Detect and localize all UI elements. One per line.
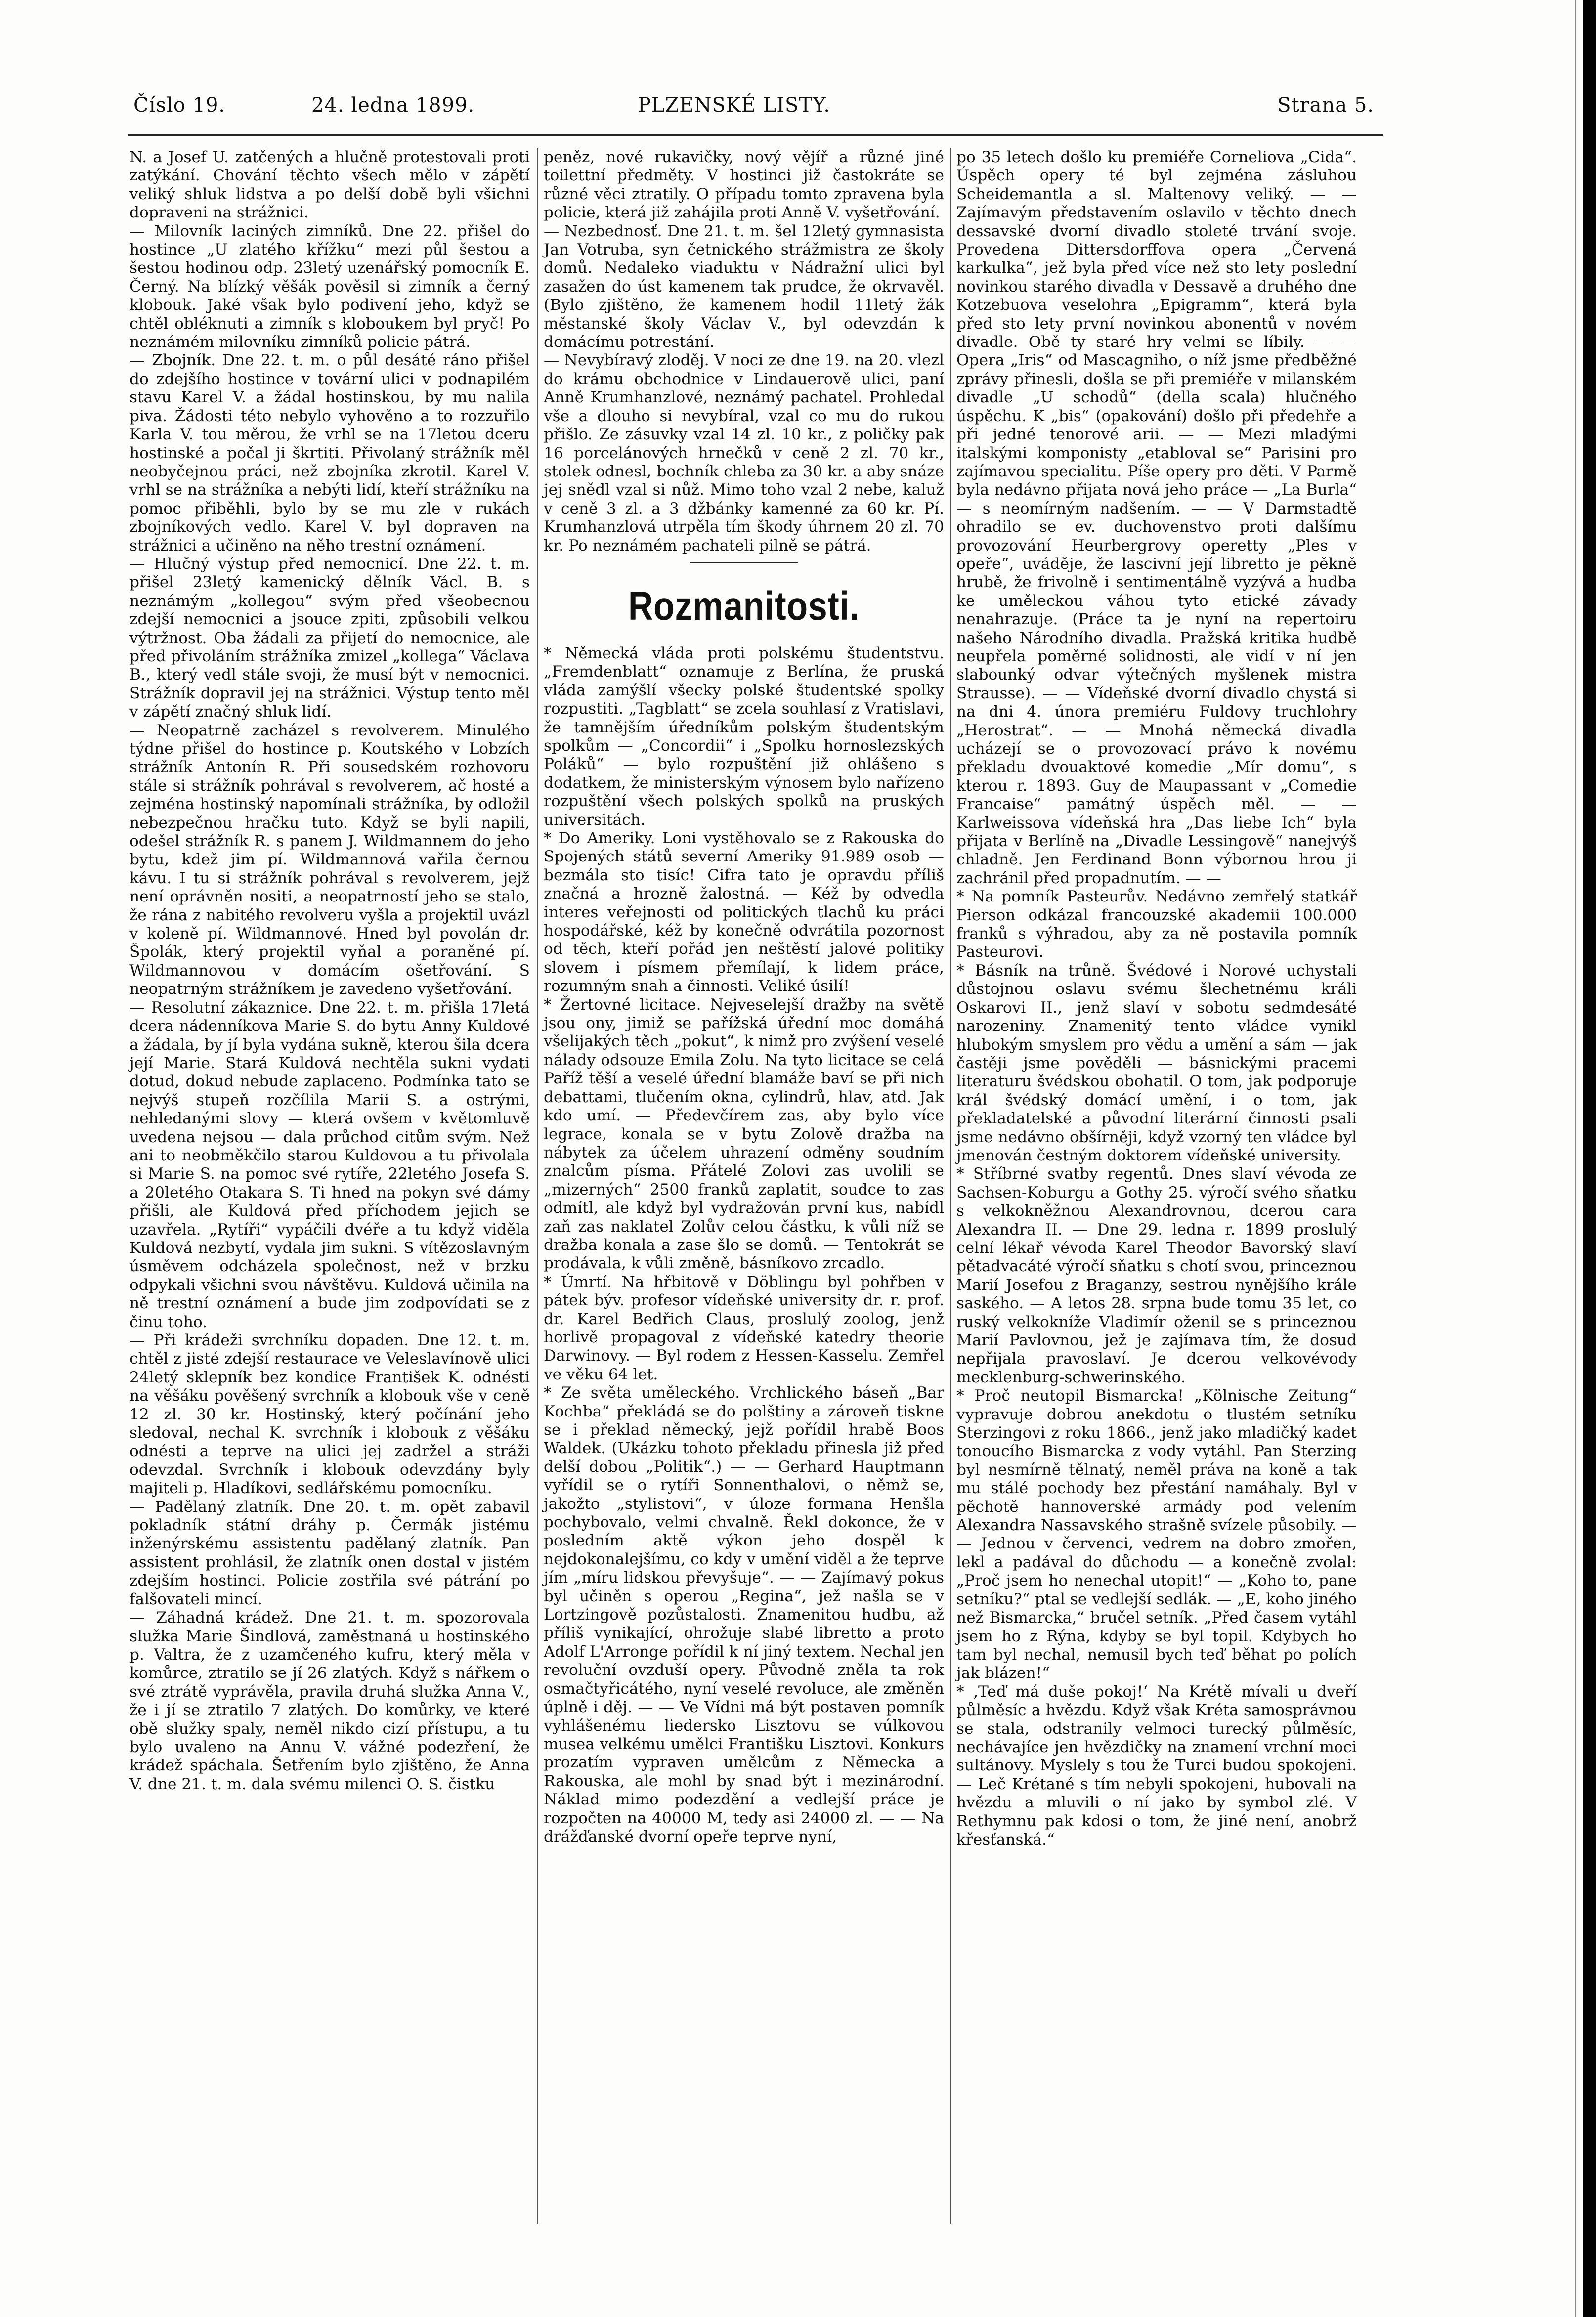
article: — Nezbednosť. Dne 21. t. m. šel 12letý gymnasista Jan Votruba, syn četnického strážmistra ze školy domů. Nedaleko viaduktu v Nádražní ulici byl zasažen do úst kamenem tak prudce, že okrvavěl. (Bylo zjištěno, že kamenem hodil 11letý žák městanské školy Václav V., byl odevzdán k domácímu potrestání.: [544, 222, 944, 351]
article: * Německá vláda proti polskému študentstvu. „Fremdenblatt“ oznamuje z Berlína, že pruská vláda zamýšlí všecky polské študentské spolky rozpustiti. „Tagblatt“ se zcela souhlasí z Vratislavi, že tamnějším úředníkům polským študentským spolkům — „Concordii“ i „Spolku hornoslezských Poláků“ — bylo rozpuštění již ohlášeno s dodatkem, že ministerským výnosem bylo nařízeno rozpuštění všech polských spolků na pruských universitách.: [544, 644, 944, 829]
article: * Proč neutopil Bismarcka! „Kölnische Zeitung“ vypravuje dobrou anekdotu o tlustém setníku Sterzingovi z roku 1866., jenž jako mladičký kadet tonoucího Bismarcka z vody vytáhl. Pan Sterzing byl nesmírně tělnatý, neměl práva na koně a tak mu stálé pochody bez přestání namáhaly. Byl v pěchotě hannoverské armády pod velením Alexandra Nassavského strašně svízele působily. — — Jednou v červenci, vedrem na dobro zmořen, lekl a padával do důchodu — a konečně zvolal: „Proč jsem ho nenechal utopit!“ — „Koho to, pane setníku?“ ptal se vedlejší sedlák. — „E, koho jiného než Bismarcka,“ bručel setník. „Před časem vytáhl jsem ho z Rýna, kdyby se byl topil. Kdybych ho tam byl nechal, nemusil bych teď běhat po polích jak blázen!“: [956, 1387, 1357, 1682]
article: — Resolutní zákaznice. Dne 22. t. m. přišla 17letá dcera nádenníkova Marie S. do bytu Anny Kuldové a žádala, by jí byla vydána sukně, kterou šila dcera její Marie. Stará Kuldová nechtěla sukni vydati dotud, dokud nebude zaplaceno. Podmínka tato se nejvýš stupeň rozčílila Marii S. a ostrými, nehledanými slovy — která ovšem v květomluvě uvedena nejsou — dala průchod citům svým. Než ani to neobměkčilo starou Kuldovou a tu přivolala si Marie S. na pomoc své rytíře, 22letého Josefa S. a 20letého Otakara S. Ti hned na pokyn své dámy přišli, ale Kuldová před příchodem jejich se uzavřela. „Rytíři“ vypáčili dvéře a tu když viděla Kuldová nezbytí, vydala jim sukni. S vítězoslavným úsměvem odcházela společnost, než v brzku odpykali všichni svou návštěvu. Kuldová učinila na ně trestní oznámení a bude jim zodpovídati se z činu toho.: [129, 998, 530, 1331]
article: * Na pomník Pasteurův. Nedávno zemřelý statkář Pierson odkázal francouzské akademii 100.000 franků s výhradou, aby za ně postavila pomník Pasteurovi.: [956, 888, 1357, 961]
article: — Milovník laciných zimníků. Dne 22. přišel do hostince „U zlatého křížku“ mezi půl šestou a šestou hodinou odp. 23letý uzenářský pomocník E. Černý. Na blízký věšák pověsil si zimník a černý klobouk. Jaké však bylo podivení jeho, když se chtěl obléknuti a zimník s kloboukem byl pryč! Po neznámém milovníku zimníků policie pátrá.: [129, 222, 530, 351]
article: — Nevybíravý zloděj. V noci ze dne 19. na 20. vlezl do krámu obchodnice v Lindauerově ulici, paní Anně Krumhanzlové, neznámý pachatel. Prohledal vše a dlouho si nevybíral, vzal co mu do rukou přišlo. Ze zásuvky vzal 14 zl. 10 kr., z poličky pak 16 porcelánových hrnečků v ceně 2 zl. 70 kr., stolek odnesl, bochník chleba za 30 kr. a aby snáze jej snědl vzal si nůž. Mimo toho vzal 2 nebe, kaluž v ceně 3 zl. a 3 džbánky kamenné za 60 kr. Pí. Krumhanzlová utrpěla tím škody úhrnem 20 zl. 70 kr. Po neznámém pachateli pilně se pátrá.: [544, 351, 944, 555]
section-rule: [690, 562, 798, 563]
issue-date: 24. ledna 1899.: [311, 94, 475, 117]
article: * Do Ameriky. Loni vystěhovalo se z Rakouska do Spojených států severní Ameriky 91.989 osob — bezmála sto tisíc! Cifra tato je opravdu příliš značná a hrozně žalostná. — Kéž by odvedla interes veřejnosti od politických tlachů ku práci hospodářské, kéž by konečně odvrátila pozornost od těch, kteří pořád jen neštěstí jalové politiky slovem i písmem přemílají, k lidem práce, rozumným snah a činnosti. Veliké úsilí!: [544, 829, 944, 995]
section-heading: Rozmanitosti.: [628, 583, 860, 629]
newspaper-title: PLZENSKÉ LISTY.: [638, 94, 831, 117]
article: — Záhadná krádež. Dne 21. t. m. spozorovala služka Marie Šindlová, zaměstnaná u hostinského p. Valtra, že z uzamčeného kufru, který měla v komůrce, ztratilo se jí 26 zlatých. Když s nářkem o své ztrátě vyprávěla, pravila druhá služka Anna V., že i jí se ztratilo 7 zlatých. Do komůrky, ve které obě služky spaly, neměl nikdo cizí přístupu, a tu bylo uvaleno na Annu V. vážné podezření, že krádež spáchala. Šetřením bylo zjištěno, že Anna V. dne 21. t. m. dala svému milenci O. S. čistku: [129, 1609, 530, 1793]
article: * Básník na trůně. Švédové i Norové uchystali důstojnou oslavu svému šlechetnému králi Oskarovi II., jenž slaví v sobotu sedmdesáté narozeniny. Znamenitý tento vládce vynikl hlubokým smyslem pro vědu a umění a sám — jak častěji jsme pověděli — básnickými pracemi literaturu švédskou obohatil. O tom, jak podporuje král švédský domácí umění, i o tom, jak překladatelské a původní literární činnosti psali jsme nedávno obšírněji, když vzorný ten vládce byl jmenován čestným doktorem vídeňské university.: [956, 961, 1357, 1164]
page-header: [133, 94, 1374, 129]
column-divider: [537, 148, 538, 2224]
article: — Při krádeži svrchníku dopaden. Dne 12. t. m. chtěl z jisté zdejší restaurace ve Veleslavínově ulici 24letý sklepník bez kondice František K. odnésti na věšáku pověšený svrchník a klobouk vše v ceně 12 zl. 30 kr. Hostinský, který počínání jeho sledoval, nechal K. svrchník i klobouk z věšáku odnésti a teprve na ulici jej zadržel a stráži odevzdal. Svrchník i klobouk odevzdány byly majiteli p. Hladíkovi, sedlářskému pomocníku.: [129, 1331, 530, 1498]
page-number: Strana 5.: [1277, 94, 1374, 117]
issue-number: Číslo 19.: [133, 94, 226, 117]
article: — Neopatrně zacházel s revolverem. Minulého týdne přišel do hostince p. Koutského v Lobzích strážník Antonín R. Při sousedském rozhovoru stále si strážník pohrával s revolverem, ač hosté a zejména hostinský napomínali strážníka, by odložil nebezpečnou hračku tuto. Když se byli napili, odešel strážník R. s panem J. Wildmannem do jeho bytu, kdež jim pí. Wildmannová vařila černou kávu. I tu si strážník pohrával s revolverem, jejž není oprávněn nositi, a neopatrností jeho se stalo, že rána z nabitého revolveru vyšla a projektil uvázl v koleně pí. Wildmannové. Hned byl povolán dr. Špolák, který projektil vyňal a poraněné pí. Wildmannovou v domácím ošetřování. S neopatrným strážníkem je zavedeno vyšetřování.: [129, 721, 530, 998]
column-1: [129, 148, 530, 1794]
article: — Hlučný výstup před nemocnicí. Dne 22. t. m. přišel 23letý kamenický dělník Václ. B. s neznámým „kollegou“ svým před všeobecnou zdejší nemocnici a jsouce zpiti, způsobili velkou výtržnost. Oba žádali za přijetí do nemocnice, ale před přivoláním strážníka zmizel „kollega“ Václava B., který vedl stále svoji, že musí být v nemocnici. Strážník dopravil jej na strážnici. Výstup tento měl v zápětí značný shluk lidí.: [129, 555, 530, 721]
scan-border: [1583, 0, 1596, 2317]
article: * Žertovné licitace. Nejveselejší dražby na světě jsou ony, jimiž se pařížská úřední moc domáhá všelijakých těch „pokut“, k nimž pro zvýšení veselé nálady odsouze Emila Zolu. Na tyto licitace se celá Paříž těší a veselé úřední blamáže baví se při nich debattami, tlučením okna, cylindrů, hlav, atd. Jak kdo umí. — Předevčírem zas, aby bylo více legrace, konala se v bytu Zolově dražba na nábytek za účelem uhrazení odměny soudním znalcům písma. Přátelé Zolovi zas uvolili se „mizerných“ 2500 franků zaplatit, soudce to zas odmítl, ale když byl vydražován první kus, nabídl zaň zas naklatel Zolův celou částku, k vůli níž se dražba konala a zase šlo se domů. — Tentokrát se prodávala, k vůli změně, básníkovo zrcadlo.: [544, 995, 944, 1273]
column-divider: [950, 148, 951, 2224]
scan-edge-line: [1575, 0, 1576, 2317]
article: — Zbojník. Dne 22. t. m. o půl desáté ráno přišel do zdejšího hostince v tovární ulici v podnapilém stavu Karel V. a žádal hostinskou, by mu nalila piva. Žádosti této nebylo vyhověno a to rozzuřilo Karla V. tou měrou, že vrhl se na 17letou dceru hostinské a počal ji škrtiti. Přivolaný strážník měl neobyčejnou práci, než zbojníka zkrotil. Karel V. vrhl se na strážníka a nebýti lidí, kteří strážníku na pomoc přiběhli, bylo by se mu zle v rukách zbojníkových vedlo. Karel V. byl dopraven na strážnici a učiněno na něho trestní oznámení.: [129, 351, 530, 555]
header-rule: [128, 134, 1383, 136]
article: * Stříbrné svatby regentů. Dnes slaví vévoda ze Sachsen-Koburgu a Gothy 25. výročí svého sňatku s velkokněžnou Alexandrovnou, dcerou cara Alexandra II. — Dne 29. ledna r. 1899 proslulý celní lékař vévoda Karel Theodor Bavorský slaví pětadvacáté výročí sňatku s chotí svou, princeznou Marií Josefou z Braganzy, sestrou nynějšího krále saského. — A letos 28. srpna bude tomu 35 let, co ruský velkokníže Vladimír oženil se s princeznou Marií Pavlovnou, jež je zajímava tím, že dosud nepřijala pravoslaví. Je dcerou velkovévody mecklenburg-schwerinského.: [956, 1165, 1357, 1386]
article: po 35 letech došlo ku premiéře Corneliova „Cida“. Úspěch opery té byl zejména zásluhou Scheidemantla a sl. Maltenovy veliký. — — Zajímavým představením oslavilo v těchto dnech dessavské dvorní divadlo stoleté trvání svoje. Provedena Dittersdorffova opera „Červená karkulka“, jež byla před více než sto lety poslední novinkou starého divadla v Dessavě a druhého dne Kotzebuova veselohra „Epigramm“, která byla před sto lety první novinkou abonentů v novém divadle. Obě ty staré hry velmi se líbily. — — Opera „Iris“ od Mascagniho, o níž jsme předběžné zprávy přinesli, došla se při premiéře v milanském divadle „U schodů“ (della scala) hlučného úspěchu. K „bis“ (opakování) došlo při předehře a při jedné tenorové arii. — — Mezi mladými italskými komponisty „etabloval se“ Parisini pro zajímavou specialitu. Píše opery pro děti. V Parmě byla nedávno přijata nová jeho práce — „La Burla“ — s neomírným nadšením. — — V Darmstadtě ohradilo se ev. duchovenstvo proti dalšímu provozování Heurbergrovy operetty „Ples v opeře“, uváděje, že lascivní její libretto je pěkně hrubě, že frivolně i sentimentálně vyzývá a hudba ke uměleckou váhou tyto etické závady nenahrazuje. (Práce ta je nyní na repertoiru našeho Národního divadla. Pražská kritika hudbě neupřela poměrné solidnosti, ale vidí v ní jen slabounký odvar výtečných myšlenek mistra Strausse). — — Vídeňské dvorní divadlo chystá si na dni 4. února premiéru Fuldovy truchlohry „Herostrat“. — — Mnohá německá divadla ucházejí se o provozovací právo k novému překladu dvouaktové komedie „Mír domu“, s kterou r. 1893. Guy de Maupassant v „Comedie Francaise“ památný úspěch měl. — — Karlweissova vídeňská hra „Das liebe Ich“ byla přijata v Berlíně na „Divadle Lessingově“ nanejvýš chladně. Jen Ferdinand Bonn výbornou hrou ji zachránil před propadnutím. — —: [956, 148, 1357, 887]
article: N. a Josef U. zatčených a hlučně protestovali proti zatýkání. Chování těchto všech mělo v zápětí veliký shluk lidstva a po delší době byli všichni dopraveni na strážnici.: [129, 148, 530, 222]
article: * ‚Teď má duše pokoj!‘ Na Krétě mívali u dveří půlměsíc a hvězdu. Když však Kréta samosprávnou se stala, odstranily velmoci turecký půlměsíc, nechávajíce jen hvězdičky na znamení vrchní moci sultánovy. Myslely s tou že Turci budou spokojeni. — Leč Krétané s tím nebyli spokojeni, hubovali na hvězdu a mluvili o ní jako by symbol zlé. V Rethymnu pak kdosi o tom, že jiné není, anobrž křesťanská.“: [956, 1682, 1357, 1848]
article: * Ze světa uměleckého. Vrchlického báseň „Bar Kochba“ překládá se do polštiny a zároveň tiskne se i překlad německý, jejž pořídil hrabě Boos Waldek. (Ukázku tohoto překladu přinesla již před delší dobou „Politik“.) — — Gerhard Hauptmann vyřídil se o rytíři Sonnenthalovi, o němž se, jakožto „stylistovi“, v úloze formana Henšla pochybovalo, velmi chvalně. Řekl dokonce, že v posledním aktě výkon jeho dospěl k nejdokonalejšímu, co kdy v umění viděl a že teprve jím „míru lidskou převyšuje“. — — Zajímavý pokus byl učiněn s operou „Regina“, jež našla se v Lortzingově pozůstalosti. Znamenitou hudbu, až příliš vynikající, ohrožuje slabé libretto a proto Adolf L'Arronge pořídil k ní jiný textem. Nechal jen revoluční ovzduší opery. Původně zněla ta rok osmačtyřicátého, nyní veselé revoluce, ale změněn úplně i děj. — — Ve Vídni má být postaven pomník vyhlášenému liedersko Lisztovu se vúlkovou musea velkému umělci Františku Lisztovi. Konkurs prozatím vypraven umělcům z Německa a Rakouska, ale mohl by snad být i mezinárodní. Náklad mimo podezdění a vedlejší práce je rozpočten na 40000 M, tedy asi 24000 zl. — — Na drážďanské dvorní opeře teprve nyní,: [544, 1384, 944, 1845]
article: peněz, nové rukavičky, nový vějíř a různé jiné toilettní předměty. V hostinci již častokráte se různé věci ztratily. O případu tomto zpravena byla policie, která již zahájila proti Anně V. vyšetřování.: [544, 148, 944, 222]
column-2: [544, 148, 944, 1846]
column-3: [956, 148, 1357, 1849]
article: * Úmrtí. Na hřbitově v Döblingu byl pohřben v pátek býv. profesor vídeňské university dr. r. prof. dr. Karel Bedřich Claus, proslulý zoolog, jenž horlivě propagoval z vídeňské katedry theorie Darwinovy. — Byl rodem z Hessen-Kasselu. Zemřel ve věku 64 let.: [544, 1273, 944, 1383]
article: — Padělaný zlatník. Dne 20. t. m. opět zabavil pokladník státní dráhy p. Čermák jistému inženýrskému assistentu padělaný zlatník. Pan assistent prohlásil, že zlatník onen dostal v jistém zdejším hostinci. Policie zostřila své pátrání po falšovateli mincí.: [129, 1498, 530, 1608]
